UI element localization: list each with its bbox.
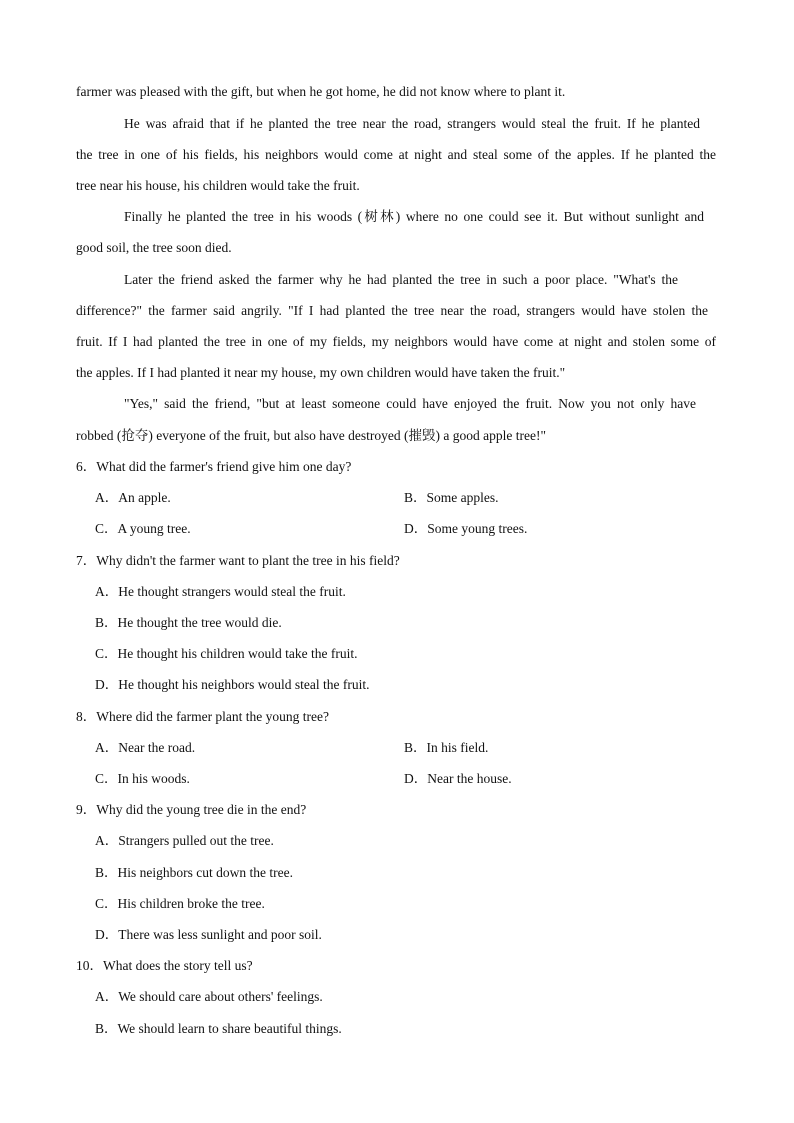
passage-line: the apples. If I had planted it near my house, my own children would have taken the fruit." — [76, 365, 566, 380]
option-c: C．He thought his children would take the fruit. — [95, 646, 358, 661]
option-b: B．In his field. — [404, 740, 489, 755]
passage-line: the tree in one of his fields, his neighbors would come at night and steal some of the apples. If he planted the — [76, 147, 716, 162]
passage-line: farmer was pleased with the gift, but when he got home, he did not know where to plant it. — [76, 84, 566, 99]
option-c: C．His children broke the tree. — [95, 896, 265, 911]
option-b: B．He thought the tree would die. — [95, 615, 282, 630]
option-a: A．An apple. — [95, 490, 171, 505]
option-a: A．He thought strangers would steal the fruit. — [95, 584, 346, 599]
option-c: C．A young tree. — [95, 521, 191, 536]
question-stem: 9．Why did the young tree die in the end? — [76, 802, 307, 817]
option-b: B．We should learn to share beautiful things. — [95, 1021, 342, 1036]
option-a: A．Near the road. — [95, 740, 196, 755]
option-d: D．He thought his neighbors would steal the fruit. — [95, 677, 370, 692]
option-d: D．There was less sunlight and poor soil. — [95, 927, 322, 942]
question-stem: 8．Where did the farmer plant the young tree? — [76, 709, 330, 724]
question-stem: 6．What did the farmer's friend give him one day? — [76, 459, 352, 474]
option-d: D．Near the house. — [404, 771, 512, 786]
passage-line: tree near his house, his children would take the fruit. — [76, 178, 360, 193]
passage-line: Finally he planted the tree in his woods (树林) where no one could see it. But without sunlight and — [124, 209, 704, 224]
option-c: C．In his woods. — [95, 771, 190, 786]
option-b: B．His neighbors cut down the tree. — [95, 865, 293, 880]
passage-line: Later the friend asked the farmer why he had planted the tree in such a poor place. "What's the — [124, 272, 678, 287]
option-b: B．Some apples. — [404, 490, 499, 505]
option-a: A．We should care about others' feelings. — [95, 989, 323, 1004]
question-stem: 7．Why didn't the farmer want to plant the tree in his field? — [76, 553, 400, 568]
option-a: A．Strangers pulled out the tree. — [95, 833, 274, 848]
option-d: D．Some young trees. — [404, 521, 528, 536]
passage-line: difference?" the farmer said angrily. "If I had planted the tree near the road, strangers would have stolen the — [76, 303, 708, 318]
passage-line: good soil, the tree soon died. — [76, 240, 232, 255]
passage-line: He was afraid that if he planted the tree near the road, strangers would steal the fruit. If he planted — [124, 116, 700, 131]
passage-line: fruit. If I had planted the tree in one of my fields, my neighbors would have come at night and stolen some of — [76, 334, 716, 349]
question-stem: 10．What does the story tell us? — [76, 958, 253, 973]
passage-line: "Yes," said the friend, "but at least someone could have enjoyed the fruit. Now you not only have — [124, 396, 696, 411]
passage-line: robbed (抢夺) everyone of the fruit, but also have destroyed (摧毁) a good apple tree!" — [76, 428, 546, 443]
